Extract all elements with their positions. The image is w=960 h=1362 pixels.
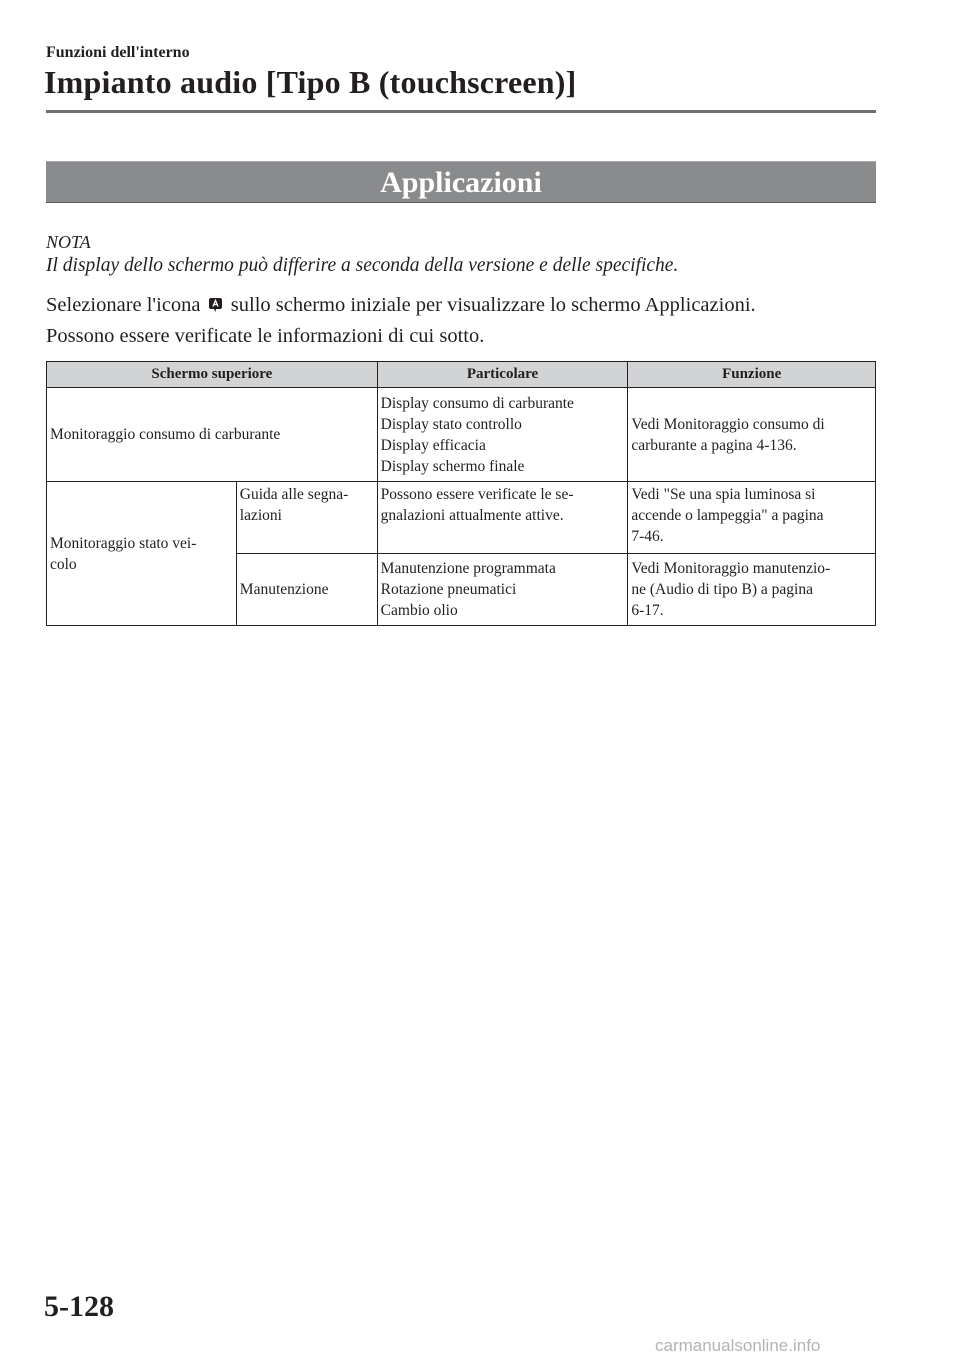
function-line: 7-46. xyxy=(631,528,664,545)
intro-text-before-icon: Selezionare l'icona xyxy=(46,294,201,316)
cell-function-warnings xyxy=(628,482,876,554)
cell-items-warnings xyxy=(377,482,628,554)
list-item: Cambio olio xyxy=(380,602,458,619)
section-banner: Applicazioni xyxy=(46,161,876,203)
function-line: accende o lampeggia" a pagina xyxy=(631,507,824,524)
list-item: Display efficacia xyxy=(380,436,486,454)
list-item: Display stato controllo xyxy=(380,415,522,433)
cell-label-warnings xyxy=(236,482,377,554)
page-number: 5-128 xyxy=(44,1290,114,1323)
title-divider xyxy=(46,110,876,113)
header-function: Funzione xyxy=(628,362,876,388)
chapter-title: Impianto audio [Tipo B (touchscreen)] xyxy=(44,64,577,100)
list-item: Display consumo di carburante xyxy=(380,394,574,412)
intro-line-1 xyxy=(46,294,756,317)
cell-items-maintenance xyxy=(377,554,628,626)
apps-icon xyxy=(208,296,223,312)
function-line: carburante a pagina 4-136. xyxy=(631,436,797,454)
cell-screen-vehicle xyxy=(47,482,237,626)
intro-line-2: Possono essere verificate le informazioni di cui sotto. xyxy=(46,325,485,347)
function-line: 6-17. xyxy=(631,602,664,619)
screen-line: colo xyxy=(50,555,77,573)
cell-function-fuel xyxy=(628,388,876,482)
function-line: Vedi Monitoraggio manutenzio- xyxy=(631,560,831,577)
list-item: Possono essere verificate le se- xyxy=(380,486,574,503)
list-item: Rotazione pneumatici xyxy=(380,581,517,598)
applications-table xyxy=(46,361,876,626)
label-line: lazioni xyxy=(239,507,282,524)
table-row xyxy=(47,388,876,482)
cell-items-fuel xyxy=(377,388,628,482)
note-label: NOTA xyxy=(46,232,91,252)
cell-label-maintenance: Manutenzione xyxy=(236,554,377,626)
cell-screen-fuel: Monitoraggio consumo di carburante xyxy=(47,388,378,482)
watermark: carmanualsonline.info xyxy=(655,1336,821,1355)
list-item: gnalazioni attualmente attive. xyxy=(380,507,564,524)
list-item: Display schermo finale xyxy=(380,457,525,475)
section-label: Funzioni dell'interno xyxy=(46,44,190,61)
table-row xyxy=(47,482,876,554)
function-line: Vedi Monitoraggio consumo di xyxy=(631,415,825,433)
intro-text-after-icon: sullo schermo iniziale per visualizzare lo schermo Applicazioni. xyxy=(230,294,756,316)
header-detail: Particolare xyxy=(377,362,628,388)
note-text: Il display dello schermo può differire a seconda della versione e delle specifiche. xyxy=(46,255,679,276)
header-top-screen: Schermo superiore xyxy=(47,362,378,388)
screen-line: Monitoraggio stato vei- xyxy=(50,534,197,552)
table-header-row xyxy=(47,362,876,388)
cell-function-maintenance xyxy=(628,554,876,626)
function-line: Vedi "Se una spia luminosa si xyxy=(631,486,816,503)
list-item: Manutenzione programmata xyxy=(380,560,556,577)
label-line: Guida alle segna- xyxy=(239,486,349,503)
function-line: ne (Audio di tipo B) a pagina xyxy=(631,581,813,598)
